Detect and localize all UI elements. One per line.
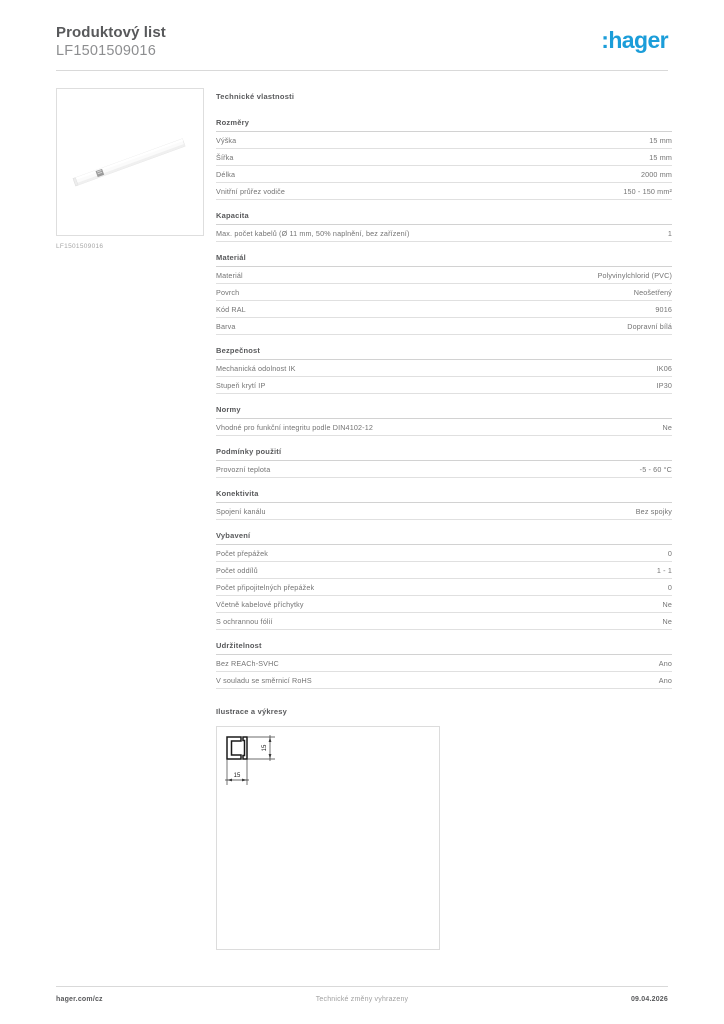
spec-row — [216, 318, 672, 335]
spec-row-value: Dopravní bílá — [627, 322, 672, 331]
spec-row-label: Spojení kanálu — [216, 507, 266, 516]
spec-section — [216, 489, 672, 520]
footer-disclaimer: Technické změny vyhrazeny — [315, 996, 409, 1003]
spec-row-value: 15 mm — [649, 153, 672, 162]
spec-row-value: Polyvinylchlorid (PVC) — [597, 271, 672, 280]
spec-section — [216, 641, 672, 689]
spec-row-label: Mechanická odolnost IK — [216, 364, 296, 373]
product-code: LF1501509016 — [56, 43, 156, 59]
dimension-width-label: 15 — [233, 773, 241, 779]
spec-section — [216, 346, 672, 394]
spec-row — [216, 545, 672, 562]
spec-row — [216, 461, 672, 478]
spec-row — [216, 166, 672, 183]
spec-section — [216, 405, 672, 436]
spec-row — [216, 284, 672, 301]
spec-row-label: Včetně kabelové příchytky — [216, 600, 304, 609]
spec-row-label: Provozní teplota — [216, 465, 271, 474]
spec-row-label: Šířka — [216, 153, 234, 162]
spec-row — [216, 301, 672, 318]
spec-section-heading: Udržitelnost — [216, 641, 672, 655]
spec-section — [216, 447, 672, 478]
spec-row-value: 2000 mm — [640, 170, 672, 179]
product-image-caption: LF1501509016 — [56, 243, 104, 250]
spec-row — [216, 360, 672, 377]
technical-drawing-frame — [216, 726, 440, 950]
spec-row-value: Ne — [662, 617, 672, 626]
spec-section-heading: Bezpečnost — [216, 346, 672, 360]
spec-row-value: -5 - 60 °C — [639, 465, 672, 474]
spec-section-heading: Materiál — [216, 253, 672, 267]
technical-specifications — [216, 92, 672, 950]
spec-row-label: Vnitřní průřez vodiče — [216, 187, 286, 196]
spec-row-value: Ano — [658, 659, 672, 668]
spec-row — [216, 132, 672, 149]
spec-row-value: 0 — [667, 583, 672, 592]
spec-row-value: 1 - 1 — [656, 566, 672, 575]
spec-row-label: Stupeň krytí IP — [216, 381, 266, 390]
spec-row-label: Kód RAL — [216, 305, 246, 314]
header-divider — [56, 70, 668, 71]
spec-row-label: Délka — [216, 170, 236, 179]
footer-date: 09.04.2026 — [630, 996, 668, 1003]
spec-row — [216, 267, 672, 284]
spec-row-value: IK06 — [656, 364, 672, 373]
hager-logo — [601, 26, 668, 53]
spec-section — [216, 211, 672, 242]
spec-row — [216, 579, 672, 596]
spec-row-value: Neošetřený — [633, 288, 672, 297]
spec-row — [216, 613, 672, 630]
spec-row-label: S ochrannou fólií — [216, 617, 273, 626]
spec-row-label: V souladu se směrnicí RoHS — [216, 676, 312, 685]
page-header — [56, 24, 668, 68]
spec-row-value: 9016 — [655, 305, 672, 314]
spec-row-label: Max. počet kabelů (Ø 11 mm, 50% naplnění, bez zařízení) — [216, 229, 410, 238]
spec-row — [216, 149, 672, 166]
spec-row — [216, 503, 672, 520]
spec-row-label: Vhodné pro funkční integritu podle DIN4102-12 — [216, 423, 373, 432]
spec-row — [216, 596, 672, 613]
spec-section-heading: Vybavení — [216, 531, 672, 545]
spec-row-label: Výška — [216, 136, 237, 145]
spec-row — [216, 225, 672, 242]
drawings-title: Ilustrace a výkresy — [216, 707, 287, 716]
page-title: Produktový list — [56, 24, 166, 41]
spec-section — [216, 531, 672, 630]
spec-section-heading: Normy — [216, 405, 672, 419]
hager-logo-text: :hager — [601, 26, 668, 53]
spec-row-label: Počet přepážek — [216, 549, 269, 558]
specs-sections — [216, 118, 672, 689]
spec-row — [216, 672, 672, 689]
spec-section — [216, 118, 672, 200]
spec-row-value: Ano — [658, 676, 672, 685]
footer-website-link[interactable]: hager.com/cz — [56, 996, 103, 1003]
spec-row-label: Materiál — [216, 271, 243, 280]
spec-row-value: 150 - 150 mm² — [623, 187, 672, 196]
spec-row — [216, 419, 672, 436]
page-footer — [56, 996, 668, 1010]
spec-row-label: Počet oddílů — [216, 566, 258, 575]
dimension-height-label: 15 — [262, 744, 268, 752]
spec-section-heading: Konektivita — [216, 489, 672, 503]
spec-section — [216, 253, 672, 335]
spec-row — [216, 183, 672, 200]
spec-row-value: IP30 — [656, 381, 672, 390]
spec-row-value: Ne — [662, 600, 672, 609]
spec-row-label: Barva — [216, 322, 236, 331]
profile-cross-section-drawing — [217, 727, 440, 950]
spec-row-label: Bez REACh-SVHC — [216, 659, 279, 668]
cable-trunking-photo — [57, 89, 203, 235]
spec-row — [216, 655, 672, 672]
product-image-frame — [56, 88, 204, 236]
spec-section-heading: Kapacita — [216, 211, 672, 225]
spec-row — [216, 377, 672, 394]
spec-row-value: Bez spojky — [635, 507, 672, 516]
spec-row-label: Povrch — [216, 288, 240, 297]
footer-divider — [56, 986, 668, 987]
spec-row-value: 1 — [667, 229, 672, 238]
spec-section-heading: Podmínky použití — [216, 447, 672, 461]
spec-row-value: 0 — [667, 549, 672, 558]
spec-row-value: Ne — [662, 423, 672, 432]
spec-row-label: Počet připojitelných přepážek — [216, 583, 315, 592]
spec-section-heading: Rozměry — [216, 118, 672, 132]
spec-row — [216, 562, 672, 579]
spec-row-value: 15 mm — [649, 136, 672, 145]
specs-title: Technické vlastnosti — [216, 92, 295, 101]
